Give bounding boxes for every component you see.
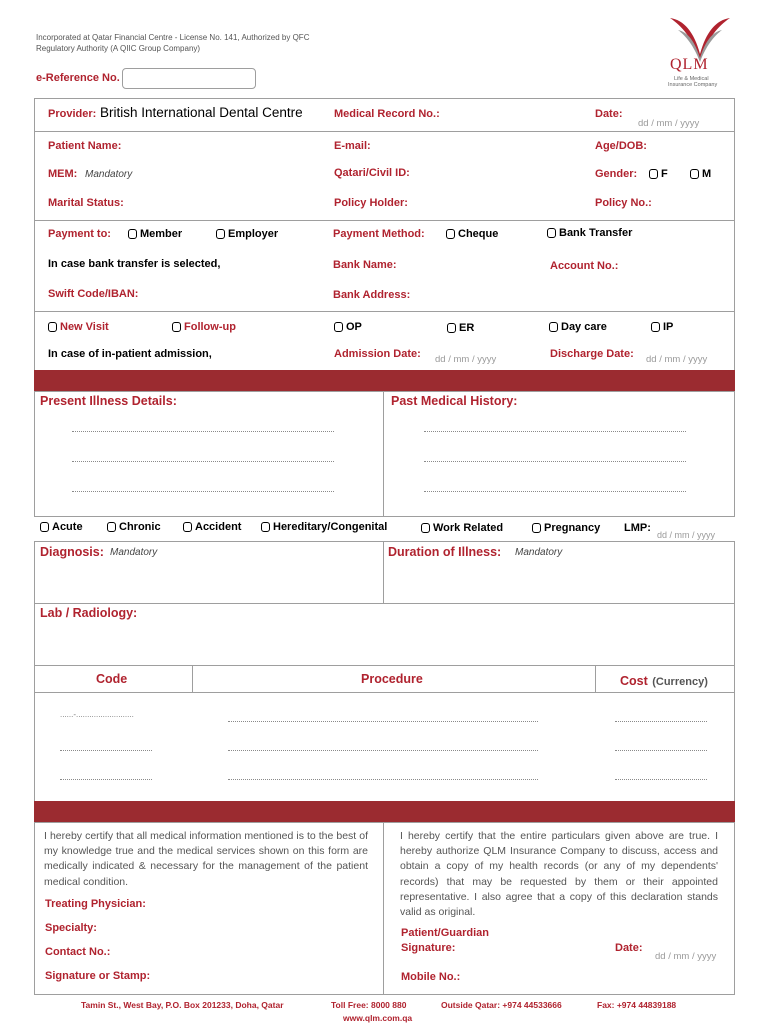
- procedure-header: Procedure: [361, 672, 423, 686]
- logo-text: QLM: [670, 56, 709, 73]
- e-reference-label: e-Reference No.: [36, 72, 120, 84]
- present-illness-line-2[interactable]: [72, 461, 334, 462]
- mem-label: MEM:: [48, 168, 78, 180]
- footer-toll-free: Toll Free: 8000 880: [331, 1000, 407, 1010]
- code-header: Code: [96, 672, 128, 686]
- patient-name-label: Patient Name:: [48, 140, 122, 152]
- follow-up-checkbox[interactable]: [172, 322, 181, 332]
- admission-date-label: Admission Date:: [334, 348, 421, 360]
- accident-checkbox[interactable]: [183, 522, 192, 532]
- cost-header: [620, 672, 708, 690]
- admission-date-placeholder[interactable]: dd / mm / yyyy: [435, 354, 497, 365]
- e-reference-input[interactable]: [122, 68, 256, 89]
- payment-to-label: Payment to:: [48, 228, 111, 240]
- certification-divider: [383, 822, 384, 995]
- gender-f-option[interactable]: [649, 168, 668, 180]
- employer-option[interactable]: [216, 228, 278, 240]
- op-text: OP: [346, 321, 362, 333]
- new-visit-option[interactable]: [48, 321, 109, 333]
- member-checkbox[interactable]: [128, 229, 137, 239]
- new-visit-text: New Visit: [60, 321, 109, 333]
- bank-name-label: Bank Name:: [333, 259, 397, 271]
- chronic-option[interactable]: [107, 521, 161, 533]
- email-label: E-mail:: [334, 140, 371, 152]
- logo-subtitle-1: Life & Medical: [674, 76, 709, 82]
- ip-checkbox[interactable]: [651, 322, 660, 332]
- marital-status-label: Marital Status:: [48, 197, 124, 209]
- cost-unit: (Currency): [652, 676, 708, 688]
- date-placeholder[interactable]: dd / mm / yyyy: [638, 118, 700, 129]
- section-divider-band: [34, 370, 735, 392]
- signature-stamp-label: Signature or Stamp:: [45, 970, 151, 982]
- past-history-line-1[interactable]: [424, 431, 686, 432]
- bank-transfer-note: In case bank transfer is selected,: [48, 258, 221, 270]
- employer-text: Employer: [228, 228, 279, 240]
- mem-mandatory-note: Mandatory: [85, 169, 133, 180]
- work-related-checkbox[interactable]: [421, 523, 430, 533]
- past-history-label: Past Medical History:: [391, 394, 518, 408]
- lab-block: [34, 603, 735, 666]
- cheque-option[interactable]: [446, 228, 498, 240]
- procedure-row-2[interactable]: [228, 750, 538, 751]
- cheque-text: Cheque: [458, 228, 499, 240]
- code-row-2[interactable]: [60, 750, 152, 751]
- ip-text: IP: [663, 321, 674, 333]
- er-option[interactable]: [447, 322, 474, 334]
- cost-row-1[interactable]: [615, 721, 707, 722]
- footer-website-link[interactable]: www.qlm.com.qa: [343, 1013, 413, 1023]
- work-related-option[interactable]: [421, 522, 503, 534]
- patient-date-placeholder[interactable]: dd / mm / yyyy: [655, 951, 717, 962]
- gender-f-checkbox[interactable]: [649, 169, 658, 179]
- footer-address: Tamin St., West Bay, P.O. Box 201233, Doha, Qatar: [81, 1000, 284, 1010]
- member-option[interactable]: [128, 228, 182, 240]
- physician-certification-text: I hereby certify that all medical information mentioned is to the best of my knowledge true and the medical services shown on this form are medically indicated & necessary for the management of the patient medical condition.: [44, 830, 368, 888]
- day-care-text: Day care: [561, 321, 607, 333]
- provider-value[interactable]: British International Dental Centre: [100, 105, 303, 120]
- procedure-row-1[interactable]: [228, 721, 538, 722]
- illness-divider: [383, 391, 384, 517]
- bank-transfer-checkbox[interactable]: [547, 228, 556, 238]
- present-illness-line-1[interactable]: [72, 431, 334, 432]
- ip-option[interactable]: [651, 321, 673, 333]
- policy-no-label: Policy No.:: [595, 197, 652, 209]
- pregnancy-checkbox[interactable]: [532, 523, 541, 533]
- present-illness-line-3[interactable]: [72, 491, 334, 492]
- footer-fax: Fax: +974 44839188: [597, 1000, 677, 1010]
- diagnosis-mandatory-note: Mandatory: [110, 547, 158, 558]
- code-row-1[interactable]: ......-..........................: [60, 710, 134, 719]
- past-history-line-3[interactable]: [424, 491, 686, 492]
- gender-m-option[interactable]: [690, 168, 711, 180]
- account-no-label: Account No.:: [550, 260, 619, 272]
- follow-up-text: Follow-up: [184, 321, 236, 333]
- hereditary-text: Hereditary/Congenital: [273, 521, 388, 533]
- diagnosis-divider: [383, 541, 384, 604]
- swift-label: Swift Code/IBAN:: [48, 288, 139, 300]
- bank-transfer-option[interactable]: [547, 227, 632, 239]
- er-text: ER: [459, 322, 475, 334]
- day-care-option[interactable]: [549, 321, 607, 333]
- footer-outside-qatar: Outside Qatar: +974 44533666: [441, 1000, 562, 1010]
- er-checkbox[interactable]: [447, 323, 456, 333]
- qatari-id-label: Qatari/Civil ID:: [334, 167, 410, 179]
- qlm-logo: [664, 14, 736, 94]
- lab-label: Lab / Radiology:: [40, 606, 138, 620]
- bank-transfer-text: Bank Transfer: [559, 227, 633, 239]
- section-divider-band-2: [34, 801, 735, 823]
- contact-no-label: Contact No.:: [45, 946, 111, 958]
- discharge-date-label: Discharge Date:: [550, 348, 634, 360]
- hereditary-option[interactable]: [261, 521, 387, 533]
- visit-block: [34, 311, 735, 371]
- treating-physician-label: Treating Physician:: [45, 898, 146, 910]
- acute-text: Acute: [52, 521, 83, 533]
- work-related-text: Work Related: [433, 522, 504, 534]
- gender-m-text: M: [702, 168, 712, 180]
- procedure-header-divider: [34, 692, 735, 693]
- cost-row-2[interactable]: [615, 750, 707, 751]
- gender-m-checkbox[interactable]: [690, 169, 699, 179]
- gender-label: Gender:: [595, 168, 638, 180]
- cost-header-text: Cost: [620, 674, 648, 688]
- new-visit-checkbox[interactable]: [48, 322, 57, 332]
- policy-holder-label: Policy Holder:: [334, 197, 408, 209]
- age-dob-label: Age/DOB:: [595, 140, 647, 152]
- day-care-checkbox[interactable]: [549, 322, 558, 332]
- incorporation-line-2: Regulatory Authority (A QIIC Group Company): [36, 44, 201, 53]
- mobile-no-label: Mobile No.:: [401, 971, 461, 983]
- code-row-3[interactable]: [60, 779, 152, 780]
- cost-row-3[interactable]: [615, 779, 707, 780]
- discharge-date-placeholder[interactable]: dd / mm / yyyy: [646, 354, 708, 365]
- illness-block: [34, 391, 735, 517]
- pregnancy-option[interactable]: [532, 522, 600, 534]
- duration-mandatory-note: Mandatory: [515, 547, 563, 558]
- patient-date-label: Date:: [615, 942, 643, 954]
- pregnancy-text: Pregnancy: [544, 522, 601, 534]
- cheque-checkbox[interactable]: [446, 229, 455, 239]
- follow-up-option[interactable]: [172, 321, 236, 333]
- op-checkbox[interactable]: [334, 322, 343, 332]
- chronic-checkbox[interactable]: [107, 522, 116, 532]
- payment-method-label: Payment Method:: [333, 228, 425, 240]
- lmp-label: LMP:: [624, 522, 651, 534]
- duration-label: Duration of Illness:: [388, 545, 502, 559]
- bank-address-label: Bank Address:: [333, 289, 411, 301]
- logo-subtitle-2: Insurance Company: [668, 82, 718, 88]
- chronic-text: Chronic: [119, 521, 161, 533]
- code-column-divider: [192, 665, 193, 693]
- past-history-line-2[interactable]: [424, 461, 686, 462]
- medical-record-label: Medical Record No.:: [334, 108, 440, 120]
- acute-option[interactable]: [40, 521, 83, 533]
- employer-checkbox[interactable]: [216, 229, 225, 239]
- specialty-label: Specialty:: [45, 922, 97, 934]
- patient-signature-label: Signature:: [401, 942, 456, 954]
- patient-guardian-label: Patient/Guardian: [401, 927, 490, 939]
- gender-f-text: F: [661, 168, 668, 180]
- patient-certification-text: I hereby certify that the entire particulars given above are true. I hereby authorize QLM Insurance Company to discuss, access and obtain a copy of my health records (or any of my dependents' records) that may be requested by them or their appointed representative. I also agree that a copy of this declaration stands valid as original.: [400, 830, 718, 919]
- accident-text: Accident: [195, 521, 242, 533]
- accident-option[interactable]: [183, 521, 241, 533]
- member-text: Member: [140, 228, 183, 240]
- provider-label: Provider:: [48, 108, 97, 120]
- procedure-row-3[interactable]: [228, 779, 538, 780]
- cost-column-divider: [595, 665, 596, 693]
- inpatient-note: In case of in-patient admission,: [48, 348, 212, 360]
- diagnosis-label: Diagnosis:: [40, 545, 104, 559]
- lmp-placeholder[interactable]: dd / mm / yyyy: [657, 530, 716, 540]
- date-label: Date:: [595, 108, 623, 120]
- acute-checkbox[interactable]: [40, 522, 49, 532]
- hereditary-checkbox[interactable]: [261, 522, 270, 532]
- incorporation-line-1: Incorporated at Qatar Financial Centre - License No. 141, Authorized by QFC: [36, 33, 310, 42]
- present-illness-label: Present Illness Details:: [40, 394, 177, 408]
- op-option[interactable]: [334, 321, 362, 333]
